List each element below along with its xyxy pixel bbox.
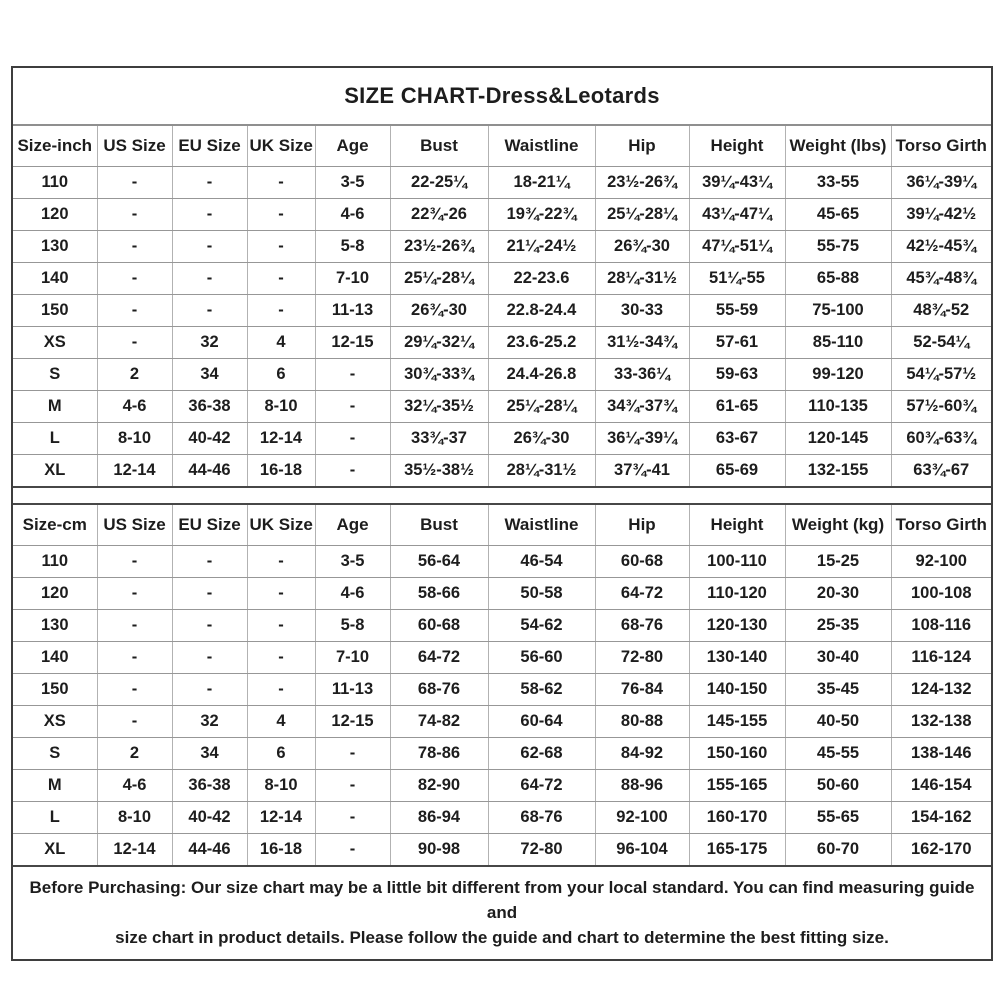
column-header: Bust: [390, 126, 488, 167]
table-row: [13, 167, 991, 199]
table-cell: 15-25: [785, 546, 891, 578]
table-cell: 55-65: [785, 802, 891, 834]
table-row: [13, 263, 991, 295]
table-cell: 25-35: [785, 610, 891, 642]
table-cell: 40-42: [172, 802, 247, 834]
size-label-cell: L: [13, 423, 97, 455]
table-cell: 154-162: [891, 802, 991, 834]
table-cell: 34¾-37¾: [595, 391, 689, 423]
table-cell: 3-5: [315, 546, 390, 578]
table-cell: 8-10: [247, 770, 315, 802]
table-row: [13, 834, 991, 866]
table-cell: 23½-26¾: [390, 231, 488, 263]
table-cell: 11-13: [315, 295, 390, 327]
table-cell: 57½-60¾: [891, 391, 991, 423]
header-row: [13, 505, 991, 546]
table-cell: 68-76: [595, 610, 689, 642]
table-cell: 40-42: [172, 423, 247, 455]
table-cell: 72-80: [595, 642, 689, 674]
table-cell: 30¾-33¾: [390, 359, 488, 391]
table-cell: -: [247, 578, 315, 610]
table-cell: 28¼-31½: [488, 455, 595, 487]
table-cell: 138-146: [891, 738, 991, 770]
table-cell: -: [247, 231, 315, 263]
table-cell: -: [172, 674, 247, 706]
table-cell: -: [97, 706, 172, 738]
size-label-cell: 150: [13, 674, 97, 706]
table-cell: -: [247, 642, 315, 674]
table-cell: 28¼-31½: [595, 263, 689, 295]
table-cell: 57-61: [689, 327, 785, 359]
table-cell: 26¾-30: [595, 231, 689, 263]
table-cell: 64-72: [390, 642, 488, 674]
purchase-note-line-2: size chart in product details. Please follow the guide and chart to determine the best fitting size.: [115, 928, 889, 947]
table-cell: -: [315, 359, 390, 391]
table-cell: 34: [172, 738, 247, 770]
table-cell: 45-55: [785, 738, 891, 770]
table-cell: -: [315, 770, 390, 802]
table-row: [13, 359, 991, 391]
size-label-cell: 130: [13, 231, 97, 263]
size-label-cell: 110: [13, 167, 97, 199]
table-row: [13, 295, 991, 327]
table-cell: 40-50: [785, 706, 891, 738]
table-cell: 12-14: [247, 423, 315, 455]
table-cell: 82-90: [390, 770, 488, 802]
table-cell: 90-98: [390, 834, 488, 866]
table-cell: 16-18: [247, 455, 315, 487]
table-cell: 34: [172, 359, 247, 391]
table-cell: 35½-38½: [390, 455, 488, 487]
table-cell: 120-130: [689, 610, 785, 642]
table-cell: 54¼-57½: [891, 359, 991, 391]
table-cell: 110-120: [689, 578, 785, 610]
column-header: Hip: [595, 505, 689, 546]
table-cell: 120-145: [785, 423, 891, 455]
column-header: Weight (lbs): [785, 126, 891, 167]
table-cell: 58-66: [390, 578, 488, 610]
column-header: US Size: [97, 505, 172, 546]
table-cell: -: [97, 610, 172, 642]
table-cell: 96-104: [595, 834, 689, 866]
table-cell: 2: [97, 359, 172, 391]
table-cell: 65-88: [785, 263, 891, 295]
column-header: US Size: [97, 126, 172, 167]
size-label-cell: 140: [13, 642, 97, 674]
table-cell: 46-54: [488, 546, 595, 578]
table-cell: 42½-45¾: [891, 231, 991, 263]
table-cell: 100-108: [891, 578, 991, 610]
table-cell: 26¾-30: [488, 423, 595, 455]
table-cell: -: [97, 578, 172, 610]
table-cell: -: [315, 455, 390, 487]
table-cell: 2: [97, 738, 172, 770]
table-cell: 36-38: [172, 391, 247, 423]
table-cell: 76-84: [595, 674, 689, 706]
table-cell: 8-10: [97, 423, 172, 455]
table-cell: 33-36¼: [595, 359, 689, 391]
table-cell: 39¼-43¼: [689, 167, 785, 199]
table-cell: 60-68: [595, 546, 689, 578]
table-cell: 165-175: [689, 834, 785, 866]
table-row: [13, 199, 991, 231]
table-row: [13, 802, 991, 834]
table-cell: 36-38: [172, 770, 247, 802]
table-cell: 85-110: [785, 327, 891, 359]
table-cell: -: [315, 423, 390, 455]
table-cell: 55-75: [785, 231, 891, 263]
table-cell: 162-170: [891, 834, 991, 866]
table-cell: 32: [172, 706, 247, 738]
table-cell: 30-33: [595, 295, 689, 327]
table-cell: -: [315, 802, 390, 834]
table-cell: 58-62: [488, 674, 595, 706]
column-header: Torso Girth: [891, 505, 991, 546]
table-cell: 84-92: [595, 738, 689, 770]
size-label-cell: XL: [13, 834, 97, 866]
table-cell: -: [172, 546, 247, 578]
table-cell: 92-100: [891, 546, 991, 578]
table-cell: 64-72: [595, 578, 689, 610]
table-cell: -: [172, 231, 247, 263]
table-cell: 16-18: [247, 834, 315, 866]
table-cell: -: [97, 327, 172, 359]
table-cell: 4-6: [315, 578, 390, 610]
table-cell: 22-25¼: [390, 167, 488, 199]
table-cell: 5-8: [315, 231, 390, 263]
table-cell: 74-82: [390, 706, 488, 738]
table-cell: -: [172, 263, 247, 295]
column-header: UK Size: [247, 126, 315, 167]
size-label-cell: 120: [13, 578, 97, 610]
column-header: Age: [315, 505, 390, 546]
table-row: [13, 642, 991, 674]
table-cell: 140-150: [689, 674, 785, 706]
column-header: Height: [689, 126, 785, 167]
column-header: Bust: [390, 505, 488, 546]
table-cell: 54-62: [488, 610, 595, 642]
table-cell: 33¾-37: [390, 423, 488, 455]
table-cell: -: [172, 578, 247, 610]
table-cell: -: [172, 610, 247, 642]
size-label-cell: 110: [13, 546, 97, 578]
size-chart-panel: [11, 66, 993, 961]
size-label-cell: XS: [13, 327, 97, 359]
column-header: Size-inch: [13, 126, 97, 167]
size-label-cell: XS: [13, 706, 97, 738]
table-cell: 99-120: [785, 359, 891, 391]
table-cell: 56-64: [390, 546, 488, 578]
table-cell: -: [247, 199, 315, 231]
table-cell: 33-55: [785, 167, 891, 199]
table-cell: -: [247, 546, 315, 578]
table-cell: -: [97, 674, 172, 706]
table-row: [13, 546, 991, 578]
table-cell: -: [172, 642, 247, 674]
table-cell: 132-138: [891, 706, 991, 738]
table-cell: 80-88: [595, 706, 689, 738]
size-label-cell: XL: [13, 455, 97, 487]
table-cell: 20-30: [785, 578, 891, 610]
table-cell: 145-155: [689, 706, 785, 738]
table-cell: 4-6: [315, 199, 390, 231]
size-label-cell: 130: [13, 610, 97, 642]
table-cell: 155-165: [689, 770, 785, 802]
table-cell: 25¼-28¼: [595, 199, 689, 231]
table-cell: 146-154: [891, 770, 991, 802]
table-cell: 24.4-26.8: [488, 359, 595, 391]
table-cell: 23½-26¾: [595, 167, 689, 199]
table-cell: 19¾-22¾: [488, 199, 595, 231]
table-row: [13, 674, 991, 706]
table-cell: 3-5: [315, 167, 390, 199]
table-cell: 56-60: [488, 642, 595, 674]
table-cell: 12-15: [315, 706, 390, 738]
table-cell: 124-132: [891, 674, 991, 706]
table-cell: 63-67: [689, 423, 785, 455]
table-cell: 60-64: [488, 706, 595, 738]
table-cell: 55-59: [689, 295, 785, 327]
table-cell: 88-96: [595, 770, 689, 802]
table-cell: 39¼-42½: [891, 199, 991, 231]
purchase-note: [13, 865, 991, 959]
table-cell: 12-14: [97, 834, 172, 866]
table-cell: 75-100: [785, 295, 891, 327]
table-cell: 78-86: [390, 738, 488, 770]
column-header: Weight (kg): [785, 505, 891, 546]
table-cell: 6: [247, 738, 315, 770]
table-cell: 130-140: [689, 642, 785, 674]
table-cell: 51¼-55: [689, 263, 785, 295]
table-cell: 36¼-39¼: [595, 423, 689, 455]
table-cell: 12-15: [315, 327, 390, 359]
size-label-cell: 120: [13, 199, 97, 231]
table-cell: 60-70: [785, 834, 891, 866]
table-row: [13, 578, 991, 610]
purchase-note-line-1: Before Purchasing: Our size chart may be a little bit different from your local standard. You can find measuring guide and: [29, 878, 975, 922]
table-cell: 12-14: [247, 802, 315, 834]
table-cell: 12-14: [97, 455, 172, 487]
table-row: [13, 231, 991, 263]
table-cell: 7-10: [315, 642, 390, 674]
chart-title: SIZE CHART-Dress&Leotards: [13, 68, 991, 126]
table-cell: -: [315, 391, 390, 423]
size-label-cell: 140: [13, 263, 97, 295]
table-row: [13, 327, 991, 359]
table-divider: [13, 486, 991, 505]
table-cell: 29¼-32¼: [390, 327, 488, 359]
column-header: Torso Girth: [891, 126, 991, 167]
header-row: [13, 126, 991, 167]
table-cell: 61-65: [689, 391, 785, 423]
size-label-cell: S: [13, 738, 97, 770]
column-header: EU Size: [172, 126, 247, 167]
table-row: [13, 706, 991, 738]
column-header: Age: [315, 126, 390, 167]
table-cell: 5-8: [315, 610, 390, 642]
table-cell: 25¼-28¼: [488, 391, 595, 423]
table-row: [13, 610, 991, 642]
table-cell: -: [247, 295, 315, 327]
table-cell: 8-10: [247, 391, 315, 423]
table-cell: 92-100: [595, 802, 689, 834]
table-cell: 150-160: [689, 738, 785, 770]
table-cell: -: [172, 199, 247, 231]
table-cell: 100-110: [689, 546, 785, 578]
table-cell: -: [247, 167, 315, 199]
table-cell: 30-40: [785, 642, 891, 674]
table-cell: -: [97, 199, 172, 231]
table-cell: 26¾-30: [390, 295, 488, 327]
column-header: Waistline: [488, 505, 595, 546]
column-header: Hip: [595, 126, 689, 167]
size-label-cell: M: [13, 770, 97, 802]
size-cm-table: [13, 505, 991, 865]
table-row: [13, 455, 991, 487]
table-cell: 6: [247, 359, 315, 391]
table-cell: 7-10: [315, 263, 390, 295]
table-cell: 22¾-26: [390, 199, 488, 231]
column-header: EU Size: [172, 505, 247, 546]
table-cell: 18-21¼: [488, 167, 595, 199]
table-cell: 47¼-51¼: [689, 231, 785, 263]
table-cell: 48¾-52: [891, 295, 991, 327]
table-cell: 4-6: [97, 770, 172, 802]
table-cell: -: [247, 263, 315, 295]
table-cell: 11-13: [315, 674, 390, 706]
table-cell: -: [97, 263, 172, 295]
table-cell: 22-23.6: [488, 263, 595, 295]
table-cell: 116-124: [891, 642, 991, 674]
table-cell: 60-68: [390, 610, 488, 642]
table-cell: -: [247, 610, 315, 642]
table-cell: 50-60: [785, 770, 891, 802]
table-cell: 52-54¼: [891, 327, 991, 359]
table-cell: 22.8-24.4: [488, 295, 595, 327]
size-label-cell: S: [13, 359, 97, 391]
table-cell: 68-76: [390, 674, 488, 706]
column-header: Waistline: [488, 126, 595, 167]
table-cell: 45¾-48¾: [891, 263, 991, 295]
table-cell: 68-76: [488, 802, 595, 834]
table-cell: 65-69: [689, 455, 785, 487]
table-cell: 60¾-63¾: [891, 423, 991, 455]
table-cell: 4: [247, 706, 315, 738]
table-cell: -: [172, 167, 247, 199]
table-cell: 32: [172, 327, 247, 359]
table-cell: 35-45: [785, 674, 891, 706]
column-header: Height: [689, 505, 785, 546]
table-cell: -: [97, 546, 172, 578]
table-cell: 64-72: [488, 770, 595, 802]
table-cell: 37¾-41: [595, 455, 689, 487]
table-cell: -: [247, 674, 315, 706]
table-cell: 4-6: [97, 391, 172, 423]
table-cell: 21¼-24½: [488, 231, 595, 263]
table-cell: -: [97, 231, 172, 263]
table-cell: -: [97, 642, 172, 674]
table-cell: 32¼-35½: [390, 391, 488, 423]
table-cell: 44-46: [172, 834, 247, 866]
table-row: [13, 391, 991, 423]
table-cell: -: [172, 295, 247, 327]
table-cell: 110-135: [785, 391, 891, 423]
size-label-cell: M: [13, 391, 97, 423]
table-cell: -: [97, 167, 172, 199]
table-cell: 50-58: [488, 578, 595, 610]
table-cell: 59-63: [689, 359, 785, 391]
table-cell: 45-65: [785, 199, 891, 231]
table-cell: 44-46: [172, 455, 247, 487]
table-cell: 4: [247, 327, 315, 359]
table-cell: 23.6-25.2: [488, 327, 595, 359]
table-cell: 62-68: [488, 738, 595, 770]
table-cell: -: [97, 295, 172, 327]
table-row: [13, 423, 991, 455]
table-cell: 31½-34¾: [595, 327, 689, 359]
table-cell: 36¼-39¼: [891, 167, 991, 199]
table-cell: 72-80: [488, 834, 595, 866]
table-cell: 132-155: [785, 455, 891, 487]
table-cell: 63¾-67: [891, 455, 991, 487]
table-cell: 25¼-28¼: [390, 263, 488, 295]
column-header: UK Size: [247, 505, 315, 546]
table-row: [13, 770, 991, 802]
table-cell: -: [315, 834, 390, 866]
size-inch-table: [13, 126, 991, 486]
table-cell: 43¼-47¼: [689, 199, 785, 231]
table-row: [13, 738, 991, 770]
table-cell: -: [315, 738, 390, 770]
column-header: Size-cm: [13, 505, 97, 546]
table-cell: 160-170: [689, 802, 785, 834]
table-cell: 8-10: [97, 802, 172, 834]
size-label-cell: 150: [13, 295, 97, 327]
size-label-cell: L: [13, 802, 97, 834]
table-cell: 86-94: [390, 802, 488, 834]
table-cell: 108-116: [891, 610, 991, 642]
